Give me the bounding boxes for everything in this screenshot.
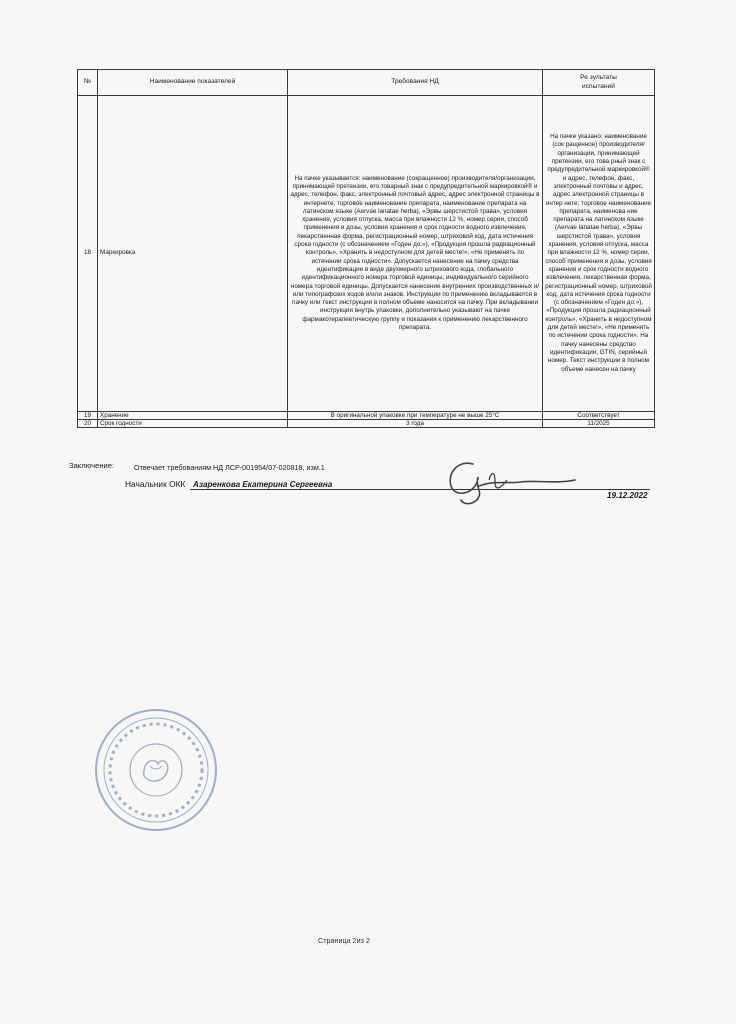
row-num: 20 bbox=[78, 420, 98, 428]
row-requirement: В оригинальной упаковке при температуре не выше 25°С bbox=[288, 412, 543, 420]
row-result: Соответствует bbox=[543, 412, 655, 420]
round-stamp bbox=[92, 706, 220, 834]
row-name: Хранение bbox=[98, 412, 288, 420]
table-header-row bbox=[78, 70, 655, 96]
row-requirement: На пачке указывается: наименование (сокращенное) производителя/организации, принимающей претензии, его товарный знак с предупредительной маркировкой® и адрес, телефон, факс, электронный почтовый адрес, адрес электронной страницы в интернете; торговое наименование препарата, наименование препарата на латинском языке (Aervae lanatae herba), «Эрвы шерстистой трава», условия хранения, условия отпуска, масса при влажности 12 %, номер серии, способ применения и дозы, условия хранения и срок годности водного извлечения, лекарственная форма, регистрационный номер, штриховой код, дата истечения срока годности (с обозначением «Годен до:»), «Продукция прошла радиационный контроль», «Хранить в недоступном для детей месте!», «Не применять по истечении срока годности». Допускается нанесение на пачку средства идентификации в виде двухмерного штрихового кода, глобального идентификационного номера торговой единицы, индивидуального серийного номера торговой единицы. Допускается нанесение внутренних производственных и/или типографских кодов и/или знаков. Инструкции по применению вкладываются в пачку или текст инструкции в полном объеме наносится на пачку. При вкладывании инструкции внутрь упаковки, дополнительно указывают на пачке фармакотерапевтическую группу и показания к применению лекарственного препарата. bbox=[288, 96, 543, 412]
table-row bbox=[78, 420, 655, 428]
signoff-role: Начальник ОКК bbox=[125, 479, 186, 489]
header-result-line2: испытаний bbox=[582, 82, 615, 90]
row-requirement: 3 года bbox=[288, 420, 543, 428]
header-num: № bbox=[78, 70, 98, 96]
header-name: Наименование показателей bbox=[98, 70, 288, 96]
row-num: 19 bbox=[78, 412, 98, 420]
header-result bbox=[543, 70, 655, 96]
signoff-date: 19.12.2022 bbox=[607, 491, 648, 500]
row-num: 18 bbox=[78, 96, 98, 412]
row-result: На пачке указано: наименование (сок ращенное) производителя/организации, принимающей претензии, его това рный знак с предупредительной маркировкой® и адрес, телефон, факс, электронный почтовы и адрес, адрес электронной страницы в интер нете; торговое наименование препарата, наименова ние препарата на латинском языке (Aervae lanatae herba), «Эрвы шерстистой трава», условия хранения, условия отпуска, масса при влажности 12 %, номер серии, способ применения и дозы, условия хранения и срок годности водного извлечения, лекарственная форма, регистрационный номер, штриховой код, дата истечения срока годности (с обозначением «Годен до:»), «Продукция прошла радиационный контроль», «Хранить в недоступном для детей месте!», «Не применять по истечении срока годности». На пачку нанесены средство идентификации, GTIN, серийный номер. Текст инструкции в полном объеме нанесен на пачку bbox=[543, 96, 655, 412]
row-name: Маркировка bbox=[98, 96, 288, 412]
page-footer: Страница 2из 2 bbox=[318, 936, 370, 945]
conclusion-text: Отвечает требованиям НД ЛСР-001954/07-020818, изм.1 bbox=[134, 463, 325, 472]
table-row bbox=[78, 96, 655, 412]
row-result: 11/2025 bbox=[543, 420, 655, 428]
header-result-line1: Ре зультаты bbox=[580, 74, 617, 82]
row-name: Срок годности bbox=[98, 420, 288, 428]
signoff-person: Азаренкова Екатерина Сергеевна bbox=[193, 480, 333, 489]
header-requirement: Требования НД bbox=[288, 70, 543, 96]
handwritten-signature bbox=[425, 450, 585, 510]
results-table bbox=[77, 69, 655, 428]
conclusion-label: Заключение: bbox=[69, 461, 115, 470]
table-row bbox=[78, 412, 655, 420]
